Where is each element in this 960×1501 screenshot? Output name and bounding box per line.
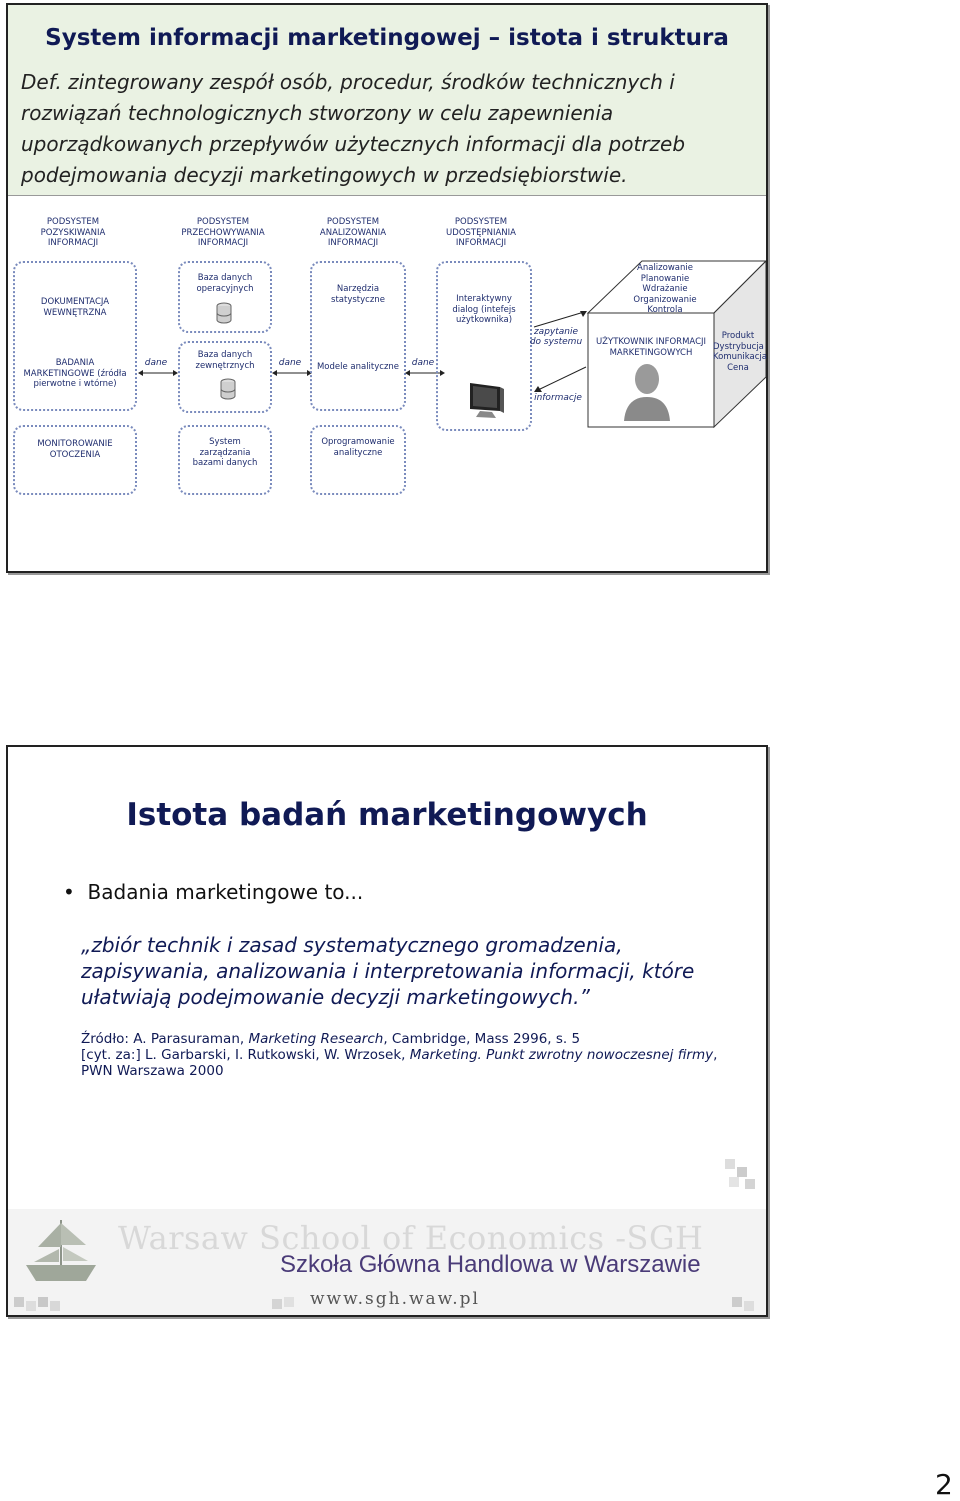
slide-1-header bbox=[8, 5, 766, 196]
external-db-label: Baza danych zewnętrznych bbox=[195, 350, 255, 371]
definition-quote: „zbiór technik i zasad systematycznego gromadzenia, zapisywania, analizowania i interpretowania informacji, które ułatwiają podejmowanie decyzji marketingowych.” bbox=[81, 933, 695, 1009]
query-label: zapytanie do systemu bbox=[529, 327, 583, 347]
cube-side-label: Produkt Dystrybucja Komunikacja Cena bbox=[713, 331, 767, 373]
slide-1-title: System informacji marketingowej – istota i struktura bbox=[45, 25, 729, 51]
source-line2-c: , bbox=[713, 1047, 718, 1063]
source-line1-b: Marketing Research bbox=[248, 1031, 384, 1047]
slide-1 bbox=[6, 3, 768, 573]
ship-logo-icon bbox=[16, 1215, 106, 1295]
source-line1-c: , Cambridge, Mass 2996, s. 5 bbox=[383, 1031, 581, 1047]
decorative-squares-icon bbox=[723, 1157, 759, 1193]
marketing-research-label: BADANIA MARKETINGOWE (źródła pierwotne i wtórne) bbox=[23, 358, 127, 389]
internal-docs-label: DOKUMENTACJA WEWNĘTRZNA bbox=[40, 297, 110, 318]
header-analysis: PODSYSTEM ANALIZOWANIA INFORMACJI bbox=[319, 217, 387, 248]
source-line1-a: Źródło: A. Parasuraman, bbox=[81, 1031, 249, 1047]
monitoring-box bbox=[13, 425, 137, 495]
computer-monitor-icon bbox=[466, 381, 508, 421]
page-number: 2 bbox=[935, 1468, 953, 1501]
info-label: informacje bbox=[534, 393, 582, 403]
source-citation bbox=[81, 1031, 761, 1079]
double-arrow-icon bbox=[272, 369, 312, 377]
footer-logo-area bbox=[8, 1209, 766, 1315]
source-line3: PWN Warszawa 2000 bbox=[81, 1063, 224, 1079]
flow-label-1: dane bbox=[144, 358, 168, 368]
stat-tools-label: Narzędzia statystyczne bbox=[331, 284, 385, 305]
arrow-up-right-icon bbox=[532, 309, 588, 329]
analytic-models-label: Modele analityczne bbox=[316, 362, 400, 372]
cube-top-label: Analizowanie Planowanie Wdrażanie Organizowanie Kontrola bbox=[633, 263, 697, 315]
header-sharing: PODSYSTEM UDOSTĘPNIANIA INFORMACJI bbox=[446, 217, 516, 248]
header-acquisition: PODSYSTEM POZYSKIWANIA INFORMACJI bbox=[40, 217, 106, 248]
definition-text: Def. zintegrowany zespół osób, procedur, środków technicznych i rozwiązań technologicznych stworzony w celu zapewnienia uporządkowanych przepływów użytecznych informacji dla potrzeb podejmowania decyzji marketingowych w przedsiębiorstwie. bbox=[21, 70, 686, 187]
database-icon bbox=[216, 302, 232, 324]
double-arrow-icon bbox=[138, 369, 178, 377]
operational-db-label: Baza danych operacyjnych bbox=[196, 273, 254, 294]
database-icon bbox=[220, 378, 236, 400]
source-line2-a: [cyt. za:] L. Garbarski, I. Rutkowski, W. Wrzosek, bbox=[81, 1047, 410, 1063]
source-line2-b: Marketing. Punkt zwrotny nowoczesnej firmy bbox=[409, 1047, 714, 1063]
analytic-software-label: Oprogramowanie analityczne bbox=[321, 437, 395, 458]
sgh-text: Szkoła Główna Handlowa w Warszawie bbox=[280, 1251, 701, 1278]
dbms-label: System zarządzania bazami danych bbox=[192, 437, 258, 468]
decorative-pattern-icon bbox=[10, 1293, 764, 1313]
analytic-software-box bbox=[310, 425, 406, 495]
arrow-down-left-icon bbox=[532, 365, 588, 393]
slide-2-title: Istota badań marketingowych bbox=[126, 797, 648, 833]
flow-label-3: dane bbox=[411, 358, 435, 368]
bullet-item: • Badania marketingowe to... bbox=[63, 880, 364, 904]
website-text: www.sgh.waw.pl bbox=[310, 1289, 480, 1309]
user-icon bbox=[622, 361, 672, 421]
header-storage: PODSYSTEM PRZECHOWYWANIA INFORMACJI bbox=[181, 217, 265, 248]
wse-text: Warsaw School of Economics -SGH bbox=[118, 1219, 704, 1257]
interactive-dialog-label: Interaktywny dialog (intefejs użytkownika) bbox=[452, 294, 516, 325]
monitoring-label: MONITOROWANIE OTOCZENIA bbox=[37, 439, 113, 460]
flow-label-2: dane bbox=[278, 358, 302, 368]
bullet-text: Badania marketingowe to... bbox=[87, 880, 364, 904]
user-label: UŻYTKOWNIK INFORMACJI MARKETINGOWYCH bbox=[595, 337, 707, 358]
slide-2 bbox=[6, 745, 768, 1317]
